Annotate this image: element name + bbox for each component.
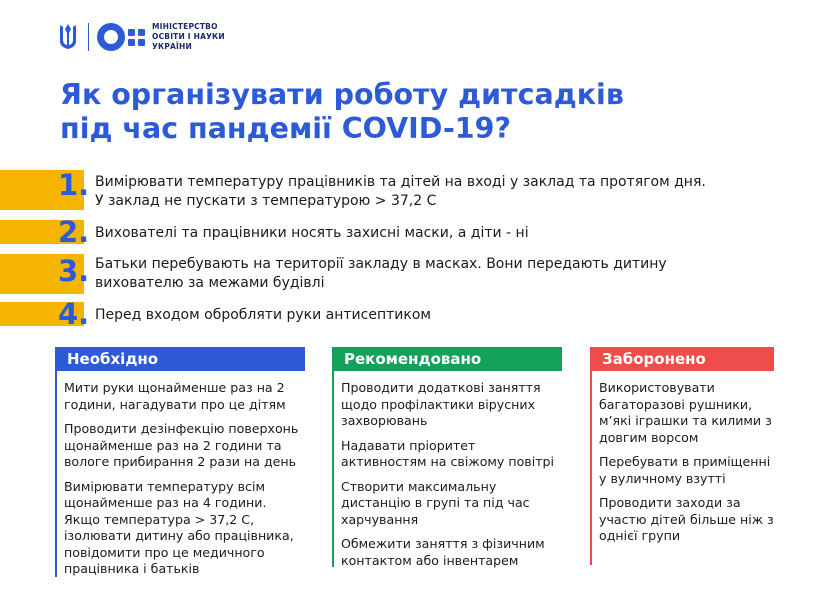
step-text <box>95 255 667 293</box>
step-number: 2. <box>58 215 90 249</box>
step-number: 4. <box>58 297 90 331</box>
step-text-line: вихователю за межами будівлі <box>95 275 325 291</box>
ministry-line: УКРАЇНИ <box>152 42 192 51</box>
step-text <box>95 173 706 211</box>
step-text-line: Вихователі та працівники носять захисні маски, а діти - ні <box>95 225 529 241</box>
ministry-line: МІНІСТЕРСТВО <box>152 22 218 31</box>
list-item: Використовувати багаторазові рушники, м’які іграшки та килими з довгим ворсом <box>599 380 772 445</box>
step-text-line: Перед входом обробляти руки антисептиком <box>95 307 431 323</box>
list-item: Проводити додаткові заняття щодо профілактики вірусних захворювань <box>341 380 541 428</box>
column-item-list <box>55 371 305 578</box>
list-item: Надавати пріоритет активностям на свіжому повітрі <box>341 437 555 469</box>
trident-icon <box>58 23 78 51</box>
header <box>58 20 225 54</box>
list-item: Вимірювати температуру всім щонайменше раз на 4 години. Якщо температура > 37,2 С, ізолювати дитину або працівника, повідомити про це медичного працівника і батьків <box>64 478 294 576</box>
list-item: Проводити заходи за участю дітей більше ніж з однієї групи <box>599 495 774 543</box>
column-heading: Заборонено <box>590 347 774 371</box>
step-number: 3. <box>58 254 90 288</box>
title-line: Як організувати роботу дитсадків <box>60 78 624 111</box>
column-forbidden <box>590 347 774 553</box>
ministry-line: ОСВІТИ І НАУКИ <box>152 32 225 41</box>
column-item-list <box>332 371 562 569</box>
column-heading: Рекомендовано <box>332 347 562 371</box>
column-side-bar <box>55 347 57 577</box>
column-item-list <box>590 371 774 545</box>
column-recommended <box>332 347 562 577</box>
column-side-bar <box>590 347 592 565</box>
header-separator <box>88 23 89 51</box>
step-text-line: Вимірювати температуру працівників та дітей на вході у заклад та протягом дня. <box>95 174 706 190</box>
title-line: під час пандемії COVID-19? <box>60 112 511 145</box>
list-item: Обмежити заняття з фізичним контактом або інвентарем <box>341 536 545 568</box>
ministry-name <box>152 22 225 52</box>
step-text-line: Батьки перебувають на території закладу в масках. Вони передають дитину <box>95 256 667 272</box>
column-required <box>55 347 305 586</box>
mon-logo-icon <box>97 23 145 51</box>
list-item: Створити максимальну дистанцію в групі та під час харчування <box>341 478 530 527</box>
column-heading: Необхідно <box>55 347 305 371</box>
list-item: Мити руки щонайменше раз на 2 години, нагадувати про це дітям <box>64 380 286 412</box>
list-item: Перебувати в приміщенні у вуличному взутті <box>599 454 771 486</box>
step-text <box>95 306 431 325</box>
step-number: 1. <box>58 168 90 202</box>
list-item: Проводити дезінфекцію поверхонь щонайменше раз на 2 години та вологе прибирання 2 рази на день <box>64 421 299 469</box>
page-title <box>60 78 780 146</box>
step-text-line: У заклад не пускати з температурою > 37,2 С <box>95 193 437 209</box>
column-side-bar <box>332 347 334 567</box>
step-text <box>95 224 529 243</box>
